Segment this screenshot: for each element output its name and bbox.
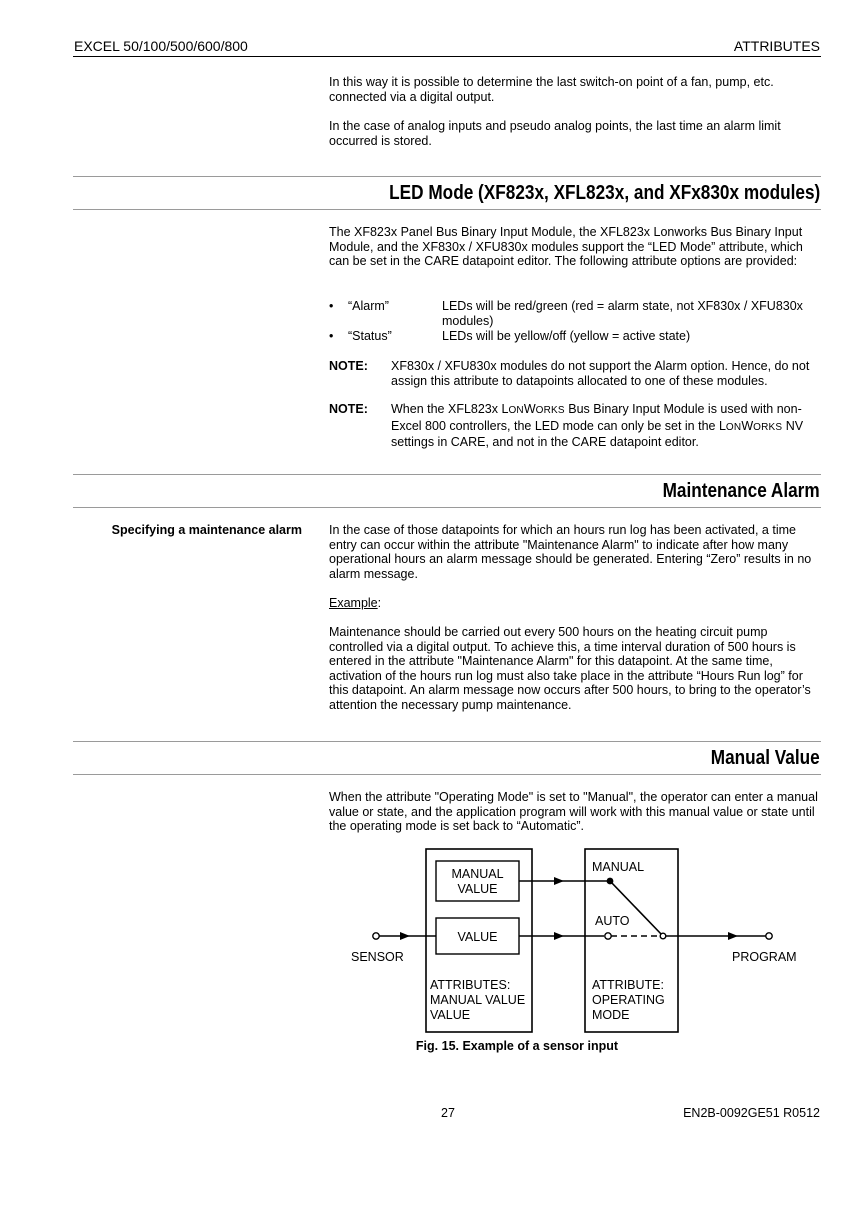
option-term: “Status”	[348, 329, 392, 343]
switch-pivot	[660, 933, 666, 939]
value-label: VALUE	[457, 930, 498, 944]
section-rule	[73, 507, 821, 508]
section-title-maintenance-alarm: Maintenance Alarm	[662, 480, 820, 502]
auto-contact	[605, 933, 611, 939]
manual-paragraph: When the attribute "Operating Mode" is set to "Manual", the operator can enter a manual value or state, and the application program will work with this manual value or state until the operating mode is set back to “Automatic”.	[329, 790, 818, 834]
section-rule	[73, 774, 821, 775]
section-rule	[73, 741, 821, 742]
list-item	[329, 299, 821, 329]
attributes-label-3: VALUE	[430, 1008, 471, 1022]
auto-switch-label: AUTO	[595, 914, 630, 928]
note-label: NOTE:	[329, 402, 368, 416]
attributes-label-2: MANUAL VALUE	[430, 993, 526, 1007]
section-rule	[73, 474, 821, 475]
header-right: ATTRIBUTES	[733, 38, 820, 54]
option-term: “Alarm”	[348, 299, 389, 313]
manual-value-label-1: MANUAL	[451, 867, 504, 881]
intro-paragraph-1: In this way it is possible to determine the last switch-on point of a fan, pump, etc. connected via a digital output.	[329, 75, 774, 104]
intro-paragraph-2: In the case of analog inputs and pseudo analog points, the last time an alarm limit occurred is stored.	[329, 119, 781, 148]
attributes-label-1: ATTRIBUTES:	[430, 978, 511, 992]
attribute-label-1: ATTRIBUTE:	[592, 978, 664, 992]
program-label: PROGRAM	[732, 950, 797, 964]
option-desc: LEDs will be red/green (red = alarm state, not XF830x / XFU830x modules)	[442, 299, 803, 328]
maintenance-paragraph-1: In the case of those datapoints for which an hours run log has been activated, a time entry can occur within the attribute "Maintenance Alarm" to indicate after how many operational hours an alarm message should be generated. Entering “Zero” results in no alarm message.	[329, 523, 812, 581]
manual-arrow	[554, 877, 564, 885]
attribute-label-3: MODE	[592, 1008, 630, 1022]
note-text: When the XFL823x LONWORKS Bus Binary Input Module is used with non-Excel 800 controllers, the LED mode can only be set in the LONWORKS NV settings in CARE, and not in the CARE datapoint editor.	[391, 402, 804, 450]
manual-value-label-2: VALUE	[457, 882, 498, 896]
bullet: •	[329, 329, 334, 343]
option-list	[329, 299, 821, 345]
list-item	[329, 329, 821, 345]
program-terminal	[766, 933, 772, 939]
figure-caption: Fig. 15. Example of a sensor input	[415, 1039, 619, 1053]
value-arrow	[554, 932, 564, 940]
note-label: NOTE:	[329, 359, 368, 373]
led-body: The XF823x Panel Bus Binary Input Module, the XFL823x Lonworks Bus Binary Input Module, and the XF830x / XFU830x modules support the “LED Mode” attribute, which can be set in the CARE datapoint editor. The following attribute options are provided:	[329, 225, 803, 269]
header-rule	[73, 56, 821, 57]
attribute-label-2: OPERATING	[592, 993, 665, 1007]
bullet: •	[329, 299, 334, 313]
side-label: Specifying a maintenance alarm	[111, 523, 302, 537]
page-number: 27	[441, 1106, 455, 1120]
manual-switch-label: MANUAL	[592, 860, 645, 874]
sensor-label: SENSOR	[351, 950, 404, 964]
sensor-terminal	[373, 933, 379, 939]
section-rule	[73, 209, 821, 210]
option-desc: LEDs will be yellow/off (yellow = active state)	[442, 329, 691, 343]
header-left: EXCEL 50/100/500/600/800	[74, 38, 248, 54]
section-rule	[73, 176, 821, 177]
output-arrow	[728, 932, 738, 940]
section-title-manual-value: Manual Value	[711, 747, 820, 769]
example-label: Example:	[329, 596, 382, 610]
sensor-input-diagram	[340, 842, 810, 1038]
maintenance-paragraph-2: Maintenance should be carried out every 500 hours on the heating circuit pump controlled via a digital output. To achieve this, a time interval duration of 500 hours is entered in the attribute "Maintenance Alarm" for this datapoint. At the same time, activation of the hours run log must also take place in the attribute “Hours Run log” for this datapoint. An alarm message now occurs after 500 hours, to bring to the operator’s attention the necessary pump maintenance.	[329, 625, 811, 712]
sensor-arrow	[400, 932, 410, 940]
note-text: XF830x / XFU830x modules do not support the Alarm option. Hence, do not assign this attribute to datapoints allocated to one of these modules.	[391, 359, 810, 388]
section-title-led-mode: LED Mode (XF823x, XFL823x, and XFx830x modules)	[388, 182, 820, 204]
document-code: EN2B-0092GE51 R0512	[683, 1106, 820, 1120]
